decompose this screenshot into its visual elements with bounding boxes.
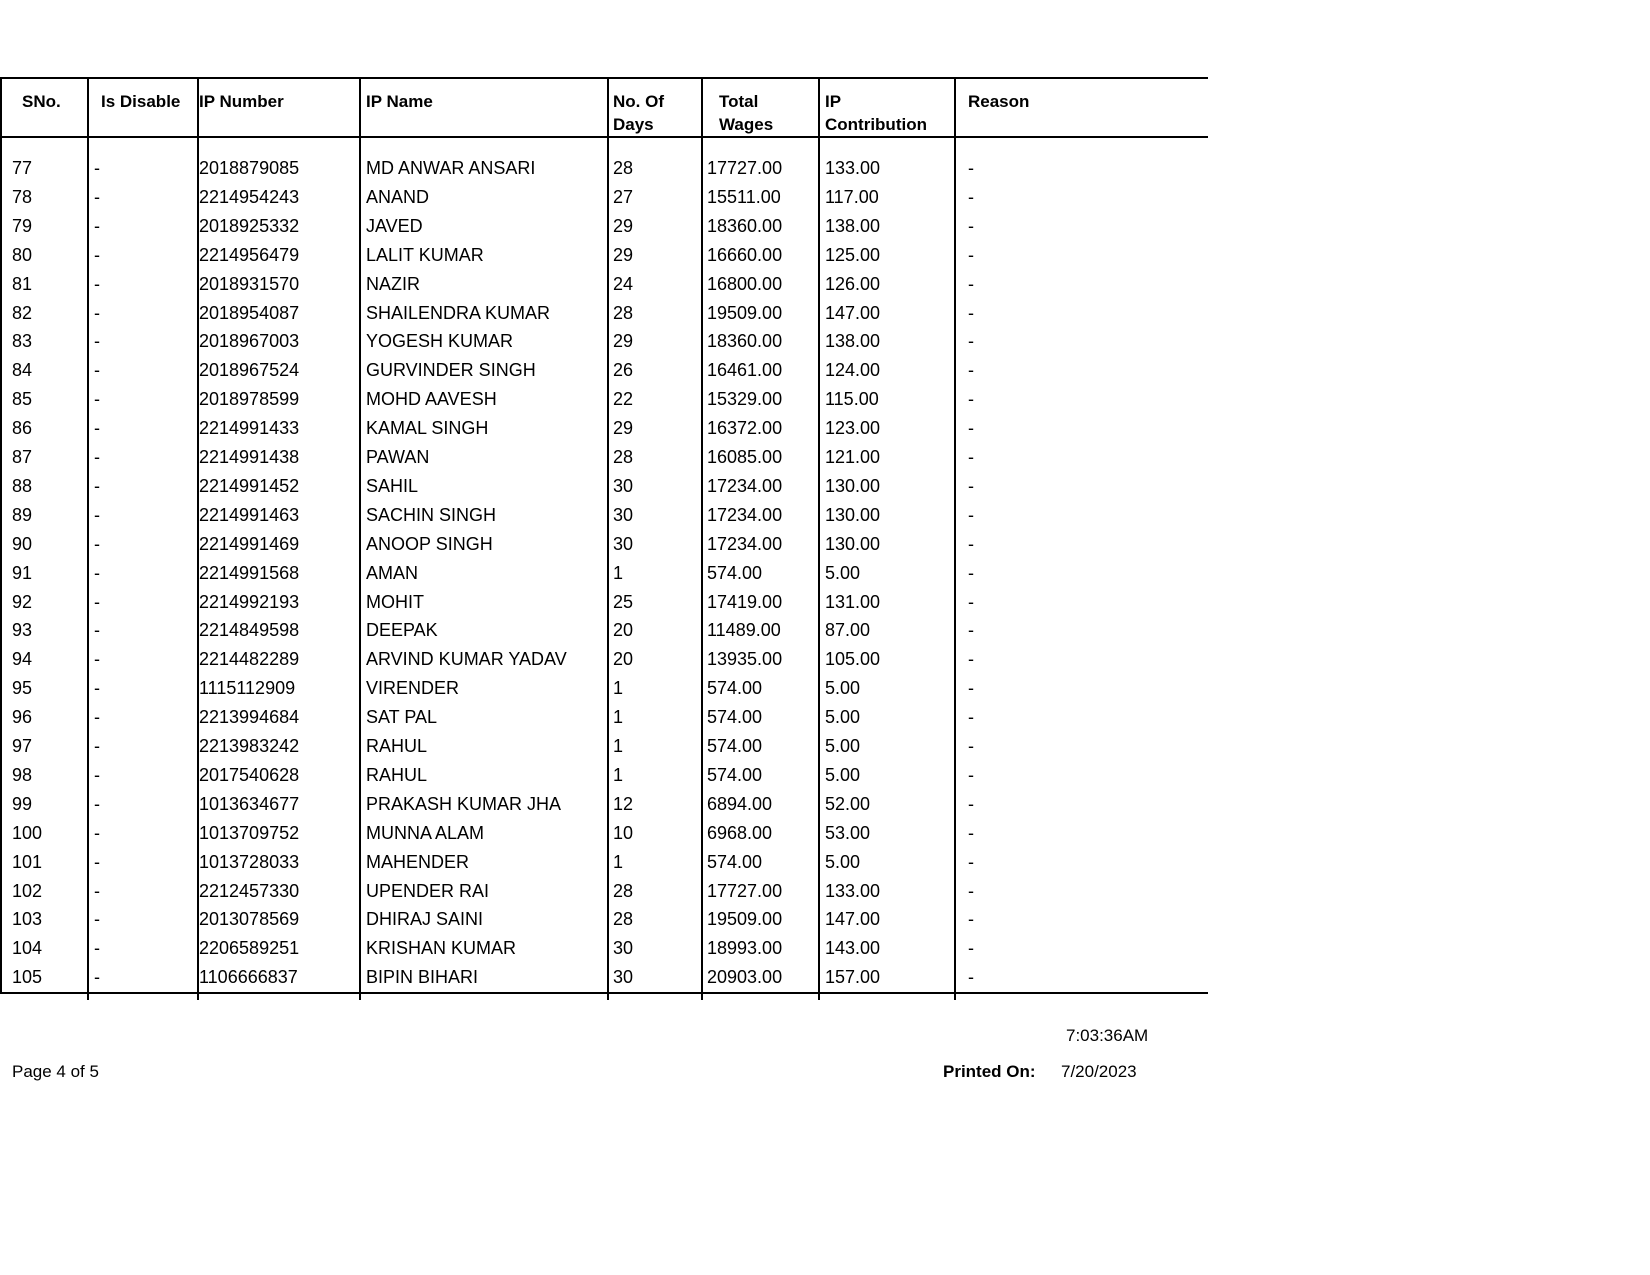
ip-name-cell: GURVINDER SINGH <box>366 360 536 381</box>
ip-number-cell: 1013709752 <box>199 822 300 843</box>
reason-cell: - <box>968 562 974 583</box>
reason-cell: - <box>968 822 974 843</box>
is-disable-cell: - <box>94 447 100 467</box>
days-cell: 28 <box>613 880 634 901</box>
ip-number-cell: 2214954243 <box>199 186 300 207</box>
column-header: Days <box>613 115 654 134</box>
ip-contribution-cell: 117.00 <box>825 186 879 207</box>
sno-cell: 101 <box>12 851 43 872</box>
ip-contribution-cell: 5.00 <box>825 678 861 699</box>
sno-cell: 102 <box>12 880 43 901</box>
ip-name-cell: ARVIND KUMAR YADAV <box>366 649 567 670</box>
is-disable-cell: - <box>94 215 100 236</box>
ip-number-cell: 1013728033 <box>199 851 300 872</box>
is-disable-cell: - <box>94 880 100 901</box>
column-header: SNo. <box>22 92 61 111</box>
ip-contribution-cell: 143.00 <box>825 938 881 959</box>
total-wages-cell: 574.00 <box>707 764 763 785</box>
ip-name-cell: ANAND <box>366 186 430 207</box>
ip-name-cell: AMAN <box>366 562 419 583</box>
is-disable-cell: - <box>94 244 100 265</box>
sno-cell: 84 <box>12 360 33 381</box>
ip-number-cell: 2212457330 <box>199 880 300 901</box>
days-cell: 30 <box>613 475 634 496</box>
reason-cell: - <box>968 967 974 988</box>
total-wages-cell: 13935.00 <box>707 649 783 670</box>
ip-number-cell: 2018967524 <box>199 360 300 381</box>
ip-contribution-cell: 157.00 <box>825 967 881 988</box>
ip-name-cell: BIPIN BIHARI <box>366 967 479 988</box>
total-wages-cell: 574.00 <box>707 851 763 872</box>
is-disable-cell: - <box>94 736 100 756</box>
is-disable-cell: - <box>94 475 100 496</box>
ip-name-cell: MAHENDER <box>366 851 470 872</box>
days-cell: 22 <box>613 389 634 410</box>
total-wages-cell: 19509.00 <box>707 909 783 930</box>
days-cell: 1 <box>613 678 624 699</box>
is-disable-cell: - <box>94 649 100 670</box>
is-disable-cell: - <box>94 793 100 814</box>
column-divider <box>954 78 956 1000</box>
days-cell: 1 <box>613 562 624 583</box>
column-header: Reason <box>968 92 1030 111</box>
ip-contribution-cell: 130.00 <box>825 504 881 525</box>
ip-number-cell: 2214991568 <box>199 562 300 583</box>
sno-cell: 94 <box>12 649 33 670</box>
ip-contribution-cell: 126.00 <box>825 273 881 294</box>
days-cell: 30 <box>613 533 634 554</box>
sno-cell: 89 <box>12 504 33 525</box>
ip-number-cell: 2214849598 <box>199 620 300 641</box>
sno-cell: 90 <box>12 533 33 554</box>
reason-cell: - <box>968 302 974 323</box>
reason-cell: - <box>968 678 974 699</box>
reason-cell: - <box>968 909 974 930</box>
is-disable-cell: - <box>94 707 100 728</box>
reason-cell: - <box>968 707 974 728</box>
days-cell: 29 <box>613 418 634 439</box>
ip-name-cell: MOHIT <box>366 591 424 612</box>
column-divider <box>701 78 703 1000</box>
ip-name-cell: DEEPAK <box>366 620 438 641</box>
reason-cell: - <box>968 215 974 236</box>
total-wages-cell: 17727.00 <box>707 880 783 901</box>
column-header: IP Name <box>366 92 433 111</box>
ip-contribution-cell: 115.00 <box>825 389 879 410</box>
sno-cell: 98 <box>12 764 33 785</box>
ip-number-cell: 2213983242 <box>199 736 300 756</box>
total-wages-cell: 17727.00 <box>707 158 783 178</box>
ip-name-cell: UPENDER RAI <box>366 880 490 901</box>
ip-number-cell: 2214991452 <box>199 475 300 496</box>
days-cell: 29 <box>613 244 634 265</box>
days-cell: 28 <box>613 909 634 930</box>
days-cell: 20 <box>613 649 634 670</box>
column-header: Is Disable <box>101 92 181 111</box>
sno-cell: 80 <box>12 244 33 265</box>
total-wages-cell: 15511.00 <box>707 186 781 207</box>
ip-name-cell: KAMAL SINGH <box>366 418 489 439</box>
total-wages-cell: 17234.00 <box>707 504 783 525</box>
ip-name-cell: JAVED <box>366 215 423 236</box>
table-bottom-border <box>0 992 1208 994</box>
total-wages-cell: 574.00 <box>707 562 763 583</box>
ip-contribution-cell: 5.00 <box>825 736 861 756</box>
total-wages-cell: 17419.00 <box>707 591 783 612</box>
total-wages-cell: 16372.00 <box>707 418 783 439</box>
ip-name-cell: KRISHAN KUMAR <box>366 938 517 959</box>
ip-number-cell: 2213994684 <box>199 707 300 728</box>
ip-number-cell: 2214991433 <box>199 418 300 439</box>
ip-name-cell: PRAKASH KUMAR JHA <box>366 793 562 814</box>
sno-cell: 91 <box>12 562 33 583</box>
ip-name-cell: RAHUL <box>366 736 428 756</box>
days-cell: 12 <box>613 793 634 814</box>
column-divider <box>359 78 361 1000</box>
sno-cell: 100 <box>12 822 43 843</box>
days-cell: 29 <box>613 331 634 352</box>
ip-number-cell: 1013634677 <box>199 793 300 814</box>
print-time: 7:03:36AM <box>1066 1026 1149 1045</box>
total-wages-cell: 16461.00 <box>707 360 783 381</box>
total-wages-cell: 11489.00 <box>707 620 781 641</box>
ip-number-cell: 2214991469 <box>199 533 300 554</box>
ip-name-cell: SAHIL <box>366 475 419 496</box>
ip-contribution-cell: 5.00 <box>825 851 861 872</box>
total-wages-cell: 16660.00 <box>707 244 783 265</box>
is-disable-cell: - <box>94 562 100 583</box>
ip-contribution-cell: 121.00 <box>825 447 881 467</box>
ip-contribution-cell: 87.00 <box>825 620 871 641</box>
reason-cell: - <box>968 389 974 410</box>
reason-cell: - <box>968 736 974 756</box>
sno-cell: 104 <box>12 938 43 959</box>
days-cell: 1 <box>613 707 624 728</box>
ip-contribution-cell: 147.00 <box>825 909 881 930</box>
is-disable-cell: - <box>94 504 100 525</box>
ip-name-cell: MOHD AAVESH <box>366 389 497 410</box>
days-cell: 30 <box>613 938 634 959</box>
days-cell: 1 <box>613 736 624 756</box>
days-cell: 30 <box>613 967 634 988</box>
reason-cell: - <box>968 273 974 294</box>
ip-number-cell: 2017540628 <box>199 764 300 785</box>
is-disable-cell: - <box>94 678 100 699</box>
page-number: Page 4 of 5 <box>12 1062 99 1081</box>
sno-cell: 87 <box>12 447 33 467</box>
column-divider <box>0 78 2 138</box>
ip-name-cell: YOGESH KUMAR <box>366 331 514 352</box>
total-wages-cell: 16085.00 <box>707 447 783 467</box>
column-header: IP Number <box>199 92 284 111</box>
sno-cell: 93 <box>12 620 33 641</box>
is-disable-cell: - <box>94 302 100 323</box>
ip-number-cell: 2018931570 <box>199 273 300 294</box>
total-wages-cell: 6968.00 <box>707 822 773 843</box>
reason-cell: - <box>968 851 974 872</box>
ip-contribution-cell: 123.00 <box>825 418 881 439</box>
sno-cell: 99 <box>12 793 33 814</box>
reason-cell: - <box>968 620 974 641</box>
total-wages-cell: 20903.00 <box>707 967 783 988</box>
ip-number-cell: 2018925332 <box>199 215 300 236</box>
ip-number-cell: 2013078569 <box>199 909 300 930</box>
ip-contribution-cell: 125.00 <box>825 244 881 265</box>
days-cell: 10 <box>613 822 634 843</box>
column-divider <box>818 78 820 1000</box>
reason-cell: - <box>968 938 974 959</box>
ip-number-cell: 2018967003 <box>199 331 300 352</box>
ip-number-cell: 2214992193 <box>199 591 300 612</box>
reason-cell: - <box>968 793 974 814</box>
total-wages-cell: 17234.00 <box>707 533 783 554</box>
days-cell: 1 <box>613 764 624 785</box>
sno-cell: 92 <box>12 591 33 612</box>
ip-name-cell: RAHUL <box>366 764 428 785</box>
days-cell: 28 <box>613 447 634 467</box>
reason-cell: - <box>968 360 974 381</box>
reason-cell: - <box>968 533 974 554</box>
ip-number-cell: 1106666837 <box>199 967 298 988</box>
is-disable-cell: - <box>94 158 100 178</box>
total-wages-cell: 19509.00 <box>707 302 783 323</box>
reason-cell: - <box>968 186 974 207</box>
total-wages-cell: 17234.00 <box>707 475 783 496</box>
column-header: IP <box>825 92 842 111</box>
ip-contribution-cell: 124.00 <box>825 360 881 381</box>
sno-cell: 83 <box>12 331 33 352</box>
column-divider <box>87 78 89 1000</box>
ip-contribution-cell: 5.00 <box>825 562 861 583</box>
is-disable-cell: - <box>94 186 100 207</box>
sno-cell: 103 <box>12 909 43 930</box>
days-cell: 28 <box>613 158 634 178</box>
ip-contribution-cell: 138.00 <box>825 215 881 236</box>
ip-number-cell: 2214482289 <box>199 649 300 670</box>
is-disable-cell: - <box>94 909 100 930</box>
sno-cell: 85 <box>12 389 33 410</box>
reason-cell: - <box>968 244 974 265</box>
ip-contribution-cell: 5.00 <box>825 764 861 785</box>
days-cell: 29 <box>613 215 634 236</box>
sno-cell: 105 <box>12 967 43 988</box>
is-disable-cell: - <box>94 967 100 988</box>
column-header: Wages <box>719 115 774 134</box>
sno-cell: 81 <box>12 273 33 294</box>
total-wages-cell: 18360.00 <box>707 215 783 236</box>
ip-number-cell: 2206589251 <box>199 938 300 959</box>
sno-cell: 78 <box>12 186 33 207</box>
ip-contribution-cell: 130.00 <box>825 475 881 496</box>
ip-contribution-cell: 147.00 <box>825 302 881 323</box>
ip-name-cell: VIRENDER <box>366 678 460 699</box>
total-wages-cell: 574.00 <box>707 707 763 728</box>
ip-number-cell: 2018978599 <box>199 389 300 410</box>
reason-cell: - <box>968 880 974 901</box>
reason-cell: - <box>968 331 974 352</box>
ip-name-cell: MUNNA ALAM <box>366 822 485 843</box>
ip-contribution-cell: 130.00 <box>825 533 881 554</box>
column-header: Total <box>719 92 759 111</box>
column-divider <box>0 137 2 994</box>
is-disable-cell: - <box>94 533 100 554</box>
is-disable-cell: - <box>94 418 100 439</box>
days-cell: 25 <box>613 591 634 612</box>
ip-number-cell: 2214956479 <box>199 244 300 265</box>
is-disable-cell: - <box>94 938 100 959</box>
is-disable-cell: - <box>94 764 100 785</box>
sno-cell: 82 <box>12 302 33 323</box>
ip-number-cell: 1115112909 <box>199 678 296 699</box>
days-cell: 24 <box>613 273 634 294</box>
ip-name-cell: ANOOP SINGH <box>366 533 493 554</box>
is-disable-cell: - <box>94 331 100 352</box>
ip-name-cell: PAWAN <box>366 447 430 467</box>
days-cell: 1 <box>613 851 624 872</box>
total-wages-cell: 18360.00 <box>707 331 783 352</box>
reason-cell: - <box>968 764 974 785</box>
ip-name-cell: NAZIR <box>366 273 420 294</box>
ip-name-cell: SHAILENDRA KUMAR <box>366 302 551 323</box>
ip-number-cell: 2018954087 <box>199 302 300 323</box>
ip-contribution-cell: 105.00 <box>825 649 881 670</box>
ip-number-cell: 2214991438 <box>199 447 300 467</box>
sno-cell: 79 <box>12 215 33 236</box>
column-header: Contribution <box>825 115 927 134</box>
printed-on-date: 7/20/2023 <box>1061 1062 1137 1081</box>
ip-number-cell: 2018879085 <box>199 158 300 178</box>
printed-on-label: Printed On: <box>943 1062 1036 1081</box>
ip-name-cell: DHIRAJ SAINI <box>366 909 484 930</box>
is-disable-cell: - <box>94 822 100 843</box>
ip-name-cell: MD ANWAR ANSARI <box>366 158 536 178</box>
ip-contribution-cell: 138.00 <box>825 331 881 352</box>
ip-name-cell: SACHIN SINGH <box>366 504 497 525</box>
is-disable-cell: - <box>94 851 100 872</box>
total-wages-cell: 15329.00 <box>707 389 783 410</box>
reason-cell: - <box>968 649 974 670</box>
total-wages-cell: 574.00 <box>707 678 763 699</box>
sno-cell: 77 <box>12 158 33 178</box>
ip-contribution-cell: 133.00 <box>825 158 881 178</box>
header-bottom-border <box>0 136 1208 138</box>
total-wages-cell: 6894.00 <box>707 793 773 814</box>
is-disable-cell: - <box>94 389 100 410</box>
days-cell: 27 <box>613 186 634 207</box>
ip-number-cell: 2214991463 <box>199 504 300 525</box>
ip-name-cell: SAT PAL <box>366 707 438 728</box>
reason-cell: - <box>968 475 974 496</box>
column-divider <box>607 78 609 1000</box>
is-disable-cell: - <box>94 591 100 612</box>
ip-name-cell: LALIT KUMAR <box>366 244 484 265</box>
is-disable-cell: - <box>94 273 100 294</box>
column-header: No. Of <box>613 92 664 111</box>
sno-cell: 86 <box>12 418 33 439</box>
sno-cell: 95 <box>12 678 33 699</box>
reason-cell: - <box>968 158 974 178</box>
ip-contribution-cell: 131.00 <box>825 591 881 612</box>
days-cell: 20 <box>613 620 634 641</box>
reason-cell: - <box>968 418 974 439</box>
days-cell: 28 <box>613 302 634 323</box>
ip-contribution-cell: 53.00 <box>825 822 871 843</box>
ip-contribution-cell: 5.00 <box>825 707 861 728</box>
total-wages-cell: 16800.00 <box>707 273 783 294</box>
sno-cell: 88 <box>12 475 33 496</box>
days-cell: 26 <box>613 360 634 381</box>
is-disable-cell: - <box>94 620 100 641</box>
total-wages-cell: 18993.00 <box>707 938 783 959</box>
ip-contribution-cell: 52.00 <box>825 793 871 814</box>
reason-cell: - <box>968 447 974 467</box>
days-cell: 30 <box>613 504 634 525</box>
ip-contribution-cell: 133.00 <box>825 880 881 901</box>
sno-cell: 97 <box>12 736 33 756</box>
total-wages-cell: 574.00 <box>707 736 763 756</box>
sno-cell: 96 <box>12 707 33 728</box>
reason-cell: - <box>968 591 974 612</box>
reason-cell: - <box>968 504 974 525</box>
is-disable-cell: - <box>94 360 100 381</box>
table-top-border <box>0 77 1208 79</box>
